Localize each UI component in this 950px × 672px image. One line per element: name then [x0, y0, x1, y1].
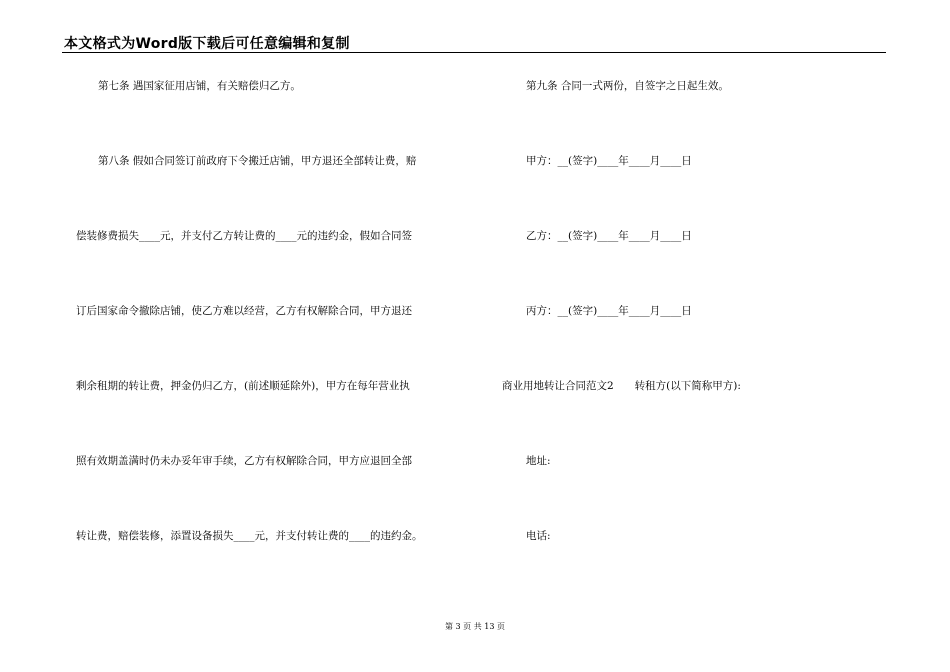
left-line-1: 第七条 遇国家征用店铺，有关赔偿归乙方。: [98, 80, 301, 92]
left-line-2: 第八条 假如合同签订前政府下令搬迁店铺，甲方退还全部转让费，赔: [98, 155, 417, 167]
header-divider: [62, 52, 886, 53]
left-line-5: 剩余租期的转让费，押金仍归乙方，(前述顺延除外)，甲方在每年营业执: [76, 380, 410, 392]
document-header-title: 本文格式为Word版下载后可任意编辑和复制: [64, 36, 350, 52]
right-line-5: 商业用地转让合同范文2 转租方(以下简称甲方):: [502, 380, 741, 392]
signature-line-party-a: 甲方：__(签字)____年____月____日: [526, 155, 692, 167]
phone-label: 电话:: [526, 530, 551, 542]
address-label: 地址:: [526, 455, 551, 467]
left-line-4: 订后国家命令撤除店铺，使乙方难以经营，乙方有权解除合同，甲方退还: [76, 305, 412, 317]
page-number-footer: 第 3 页 共 13 页: [445, 622, 505, 631]
right-line-1: 第九条 合同一式两份，自签字之日起生效。: [526, 80, 729, 92]
left-line-3: 偿装修费损失____元，并支付乙方转让费的____元的违约金，假如合同签: [76, 230, 412, 242]
left-line-7: 转让费，赔偿装修，添置设备损失____元，并支付转让费的____的违约金。: [76, 530, 423, 542]
left-line-6: 照有效期盖满时仍未办妥年审手续，乙方有权解除合同，甲方应退回全部: [76, 455, 412, 467]
signature-line-party-b: 乙方：__(签字)____年____月____日: [526, 230, 692, 242]
signature-line-party-c: 丙方：__(签字)____年____月____日: [526, 305, 692, 317]
